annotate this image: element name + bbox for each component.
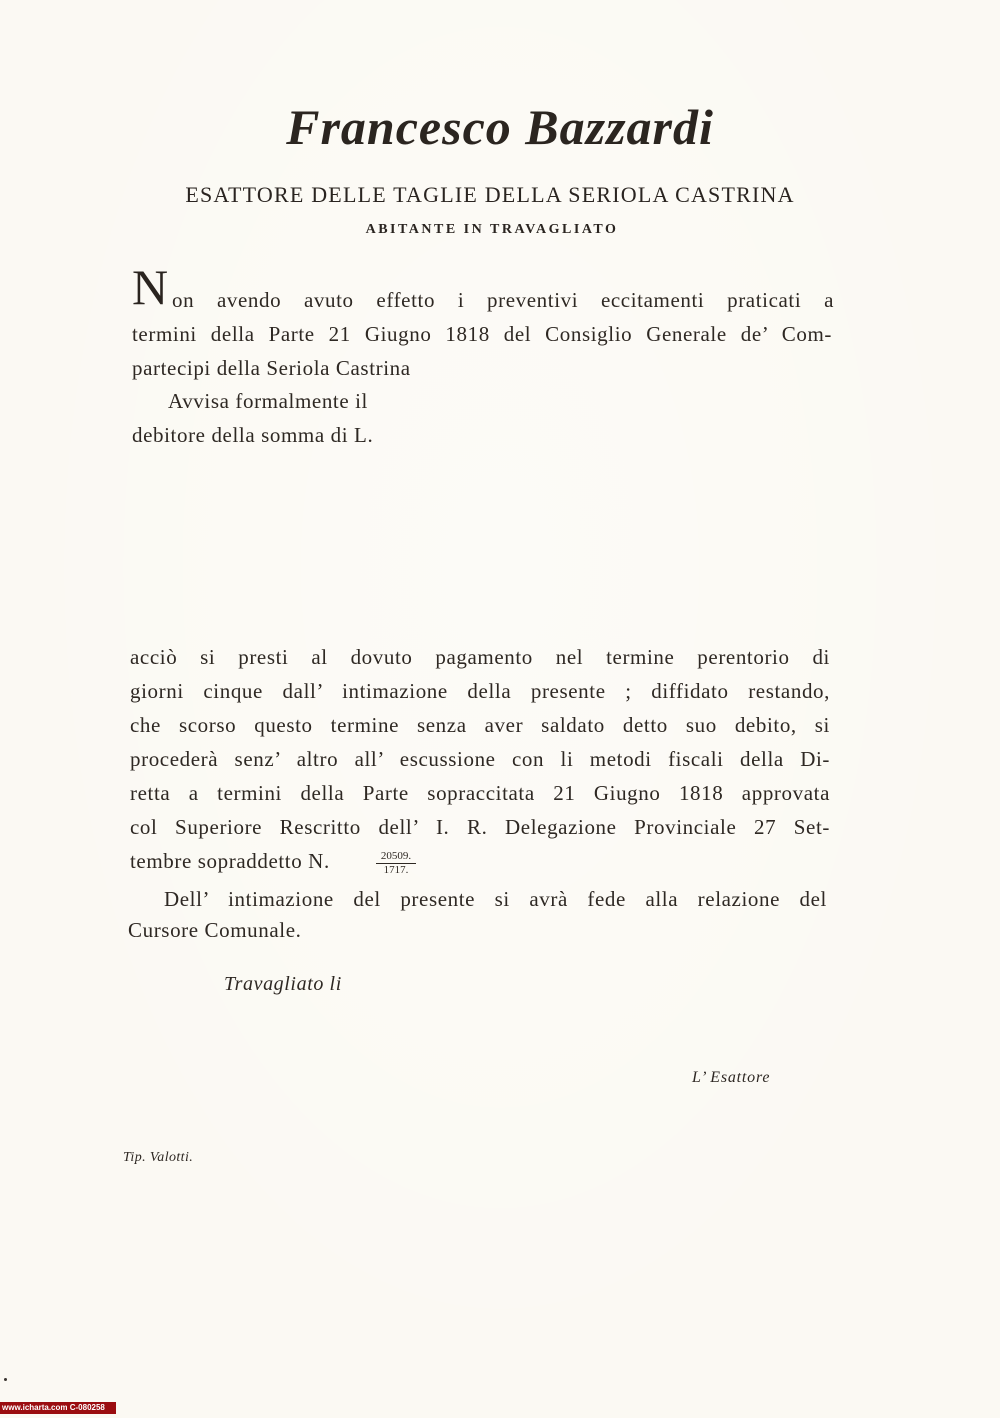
signature-label: L’ Esattore: [692, 1069, 771, 1086]
paragraph3-line1: Dell’ intimazione del presente si avrà fede alla relazione del: [164, 887, 827, 911]
issuer-name: Francesco Bazzardi: [286, 99, 714, 155]
registry-number-numerator: 20509.: [376, 850, 416, 864]
place-date: Travagliato li: [224, 973, 342, 995]
ink-speck: [4, 1378, 7, 1381]
printer-imprint: Tip. Valotti.: [123, 1150, 194, 1165]
paragraph2-line7: tembre sopraddetto N.: [130, 849, 330, 873]
paragraph1-line1: on avendo avuto effetto i preventivi eccitamenti praticati a: [172, 288, 834, 312]
avvisa-line: Avvisa formalmente il: [168, 389, 368, 413]
paragraph2-line4: procederà senz’ altro all’ escussione con li metodi fiscali della Di-: [130, 747, 830, 771]
paragraph2-line2: giorni cinque dall’ intimazione della presente ; diffidato restando,: [130, 679, 830, 703]
paragraph3-line2: Cursore Comunale.: [128, 918, 302, 942]
paragraph2-line1: acciò si presti al dovuto pagamento nel termine perentorio di: [130, 645, 830, 669]
watermark-label: www.icharta.com C-080258: [0, 1402, 116, 1414]
debtor-line: debitore della somma di L.: [132, 423, 374, 447]
paragraph2-line3: che scorso questo termine senza aver saldato detto suo debito, si: [130, 713, 830, 737]
paragraph1-line3: partecipi della Seriola Castrina: [132, 356, 411, 380]
drop-cap: N: [132, 259, 169, 315]
paragraph2-line6: col Superiore Rescritto dell’ I. R. Delegazione Provinciale 27 Set-: [130, 815, 830, 839]
issuer-residence: ABITANTE IN TRAVAGLIATO: [365, 222, 619, 237]
issuer-role: ESATTORE DELLE TAGLIE DELLA SERIOLA CASTRINA: [185, 182, 795, 207]
paragraph2-line5: retta a termini della Parte sopraccitata 21 Giugno 1818 approvata: [130, 781, 830, 805]
registry-number-denominator: 1717.: [383, 864, 409, 876]
registry-number: [376, 850, 416, 877]
paragraph1-line2: termini della Parte 21 Giugno 1818 del Consiglio Generale de’ Com-: [132, 322, 832, 346]
